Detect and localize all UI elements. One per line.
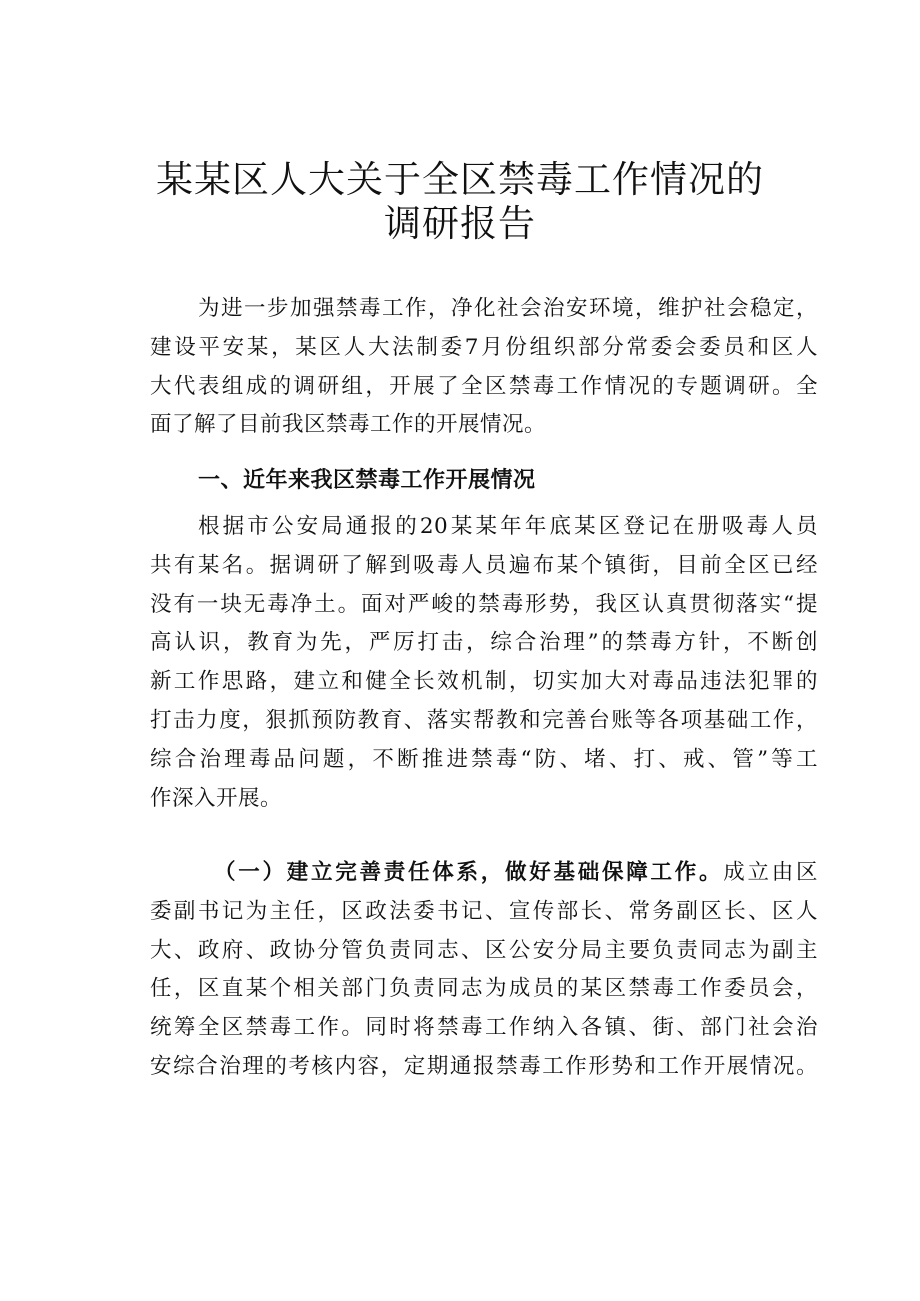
paragraph-line: 高认识，教育为先，严厉打击，综合治理”的禁毒方针，不断创 (150, 630, 818, 656)
paragraph-line: 综合治理毒品问题，不断推进禁毒“防、堵、打、戒、管”等工 (150, 746, 818, 772)
subsection-heading: （一）建立完善责任体系，做好基础保障工作。 (214, 860, 724, 885)
paragraph-line: 建设平安某，某区人大法制委7月份组织部分常委会委员和区人 (150, 334, 818, 360)
paragraph-line: 打击力度，狠抓预防教育、落实帮教和完善台账等各项基础工作， (150, 707, 818, 733)
subsection1-paragraph (150, 854, 818, 1087)
paragraph-line: 大、政府、政协分管负责同志、区公安分局主要负责同志为副主 (150, 937, 818, 963)
section1-paragraph (150, 508, 818, 818)
document-title-line2: 调研报告 (384, 202, 536, 245)
intro-paragraph (150, 290, 818, 445)
paragraph-line (150, 854, 818, 893)
paragraph-text: 成立由区 (723, 860, 818, 885)
paragraph-line: 根据市公安局通报的20某某年年底某区登记在册吸毒人员 (198, 514, 818, 539)
paragraph-line: 共有某名。据调研了解到吸毒人员遍布某个镇街，目前全区已经 (150, 552, 818, 578)
document-title-line1: 某某区人大关于全区禁毒工作情况的 (156, 158, 764, 201)
paragraph-line: 新工作思路，建立和健全长效机制，切实加大对毒品违法犯罪的 (150, 669, 818, 695)
paragraph-line: 安综合治理的考核内容，定期通报禁毒工作形势和工作开展情况。 (150, 1053, 818, 1079)
paragraph-line: 统筹全区禁毒工作。同时将禁毒工作纳入各镇、街、部门社会治 (150, 1015, 818, 1041)
paragraph-line: 大代表组成的调研组，开展了全区禁毒工作情况的专题调研。全 (150, 373, 818, 399)
paragraph-line: 委副书记为主任，区政法委书记、宣传部长、常务副区长、区人 (150, 898, 818, 924)
paragraph-line: 没有一块无毒净土。面对严峻的禁毒形势，我区认真贯彻落实“提 (150, 591, 818, 617)
section-heading: 一、近年来我区禁毒工作开展情况 (198, 468, 536, 493)
paragraph-line: 任，区直某个相关部门负责同志为成员的某区禁毒工作委员会， (150, 976, 818, 1002)
paragraph-line: 面了解了目前我区禁毒工作的开展情况。 (150, 412, 547, 438)
paragraph-line: 作深入开展。 (150, 785, 283, 811)
paragraph-line: 为进一步加强禁毒工作，净化社会治安环境，维护社会稳定， (198, 296, 818, 321)
